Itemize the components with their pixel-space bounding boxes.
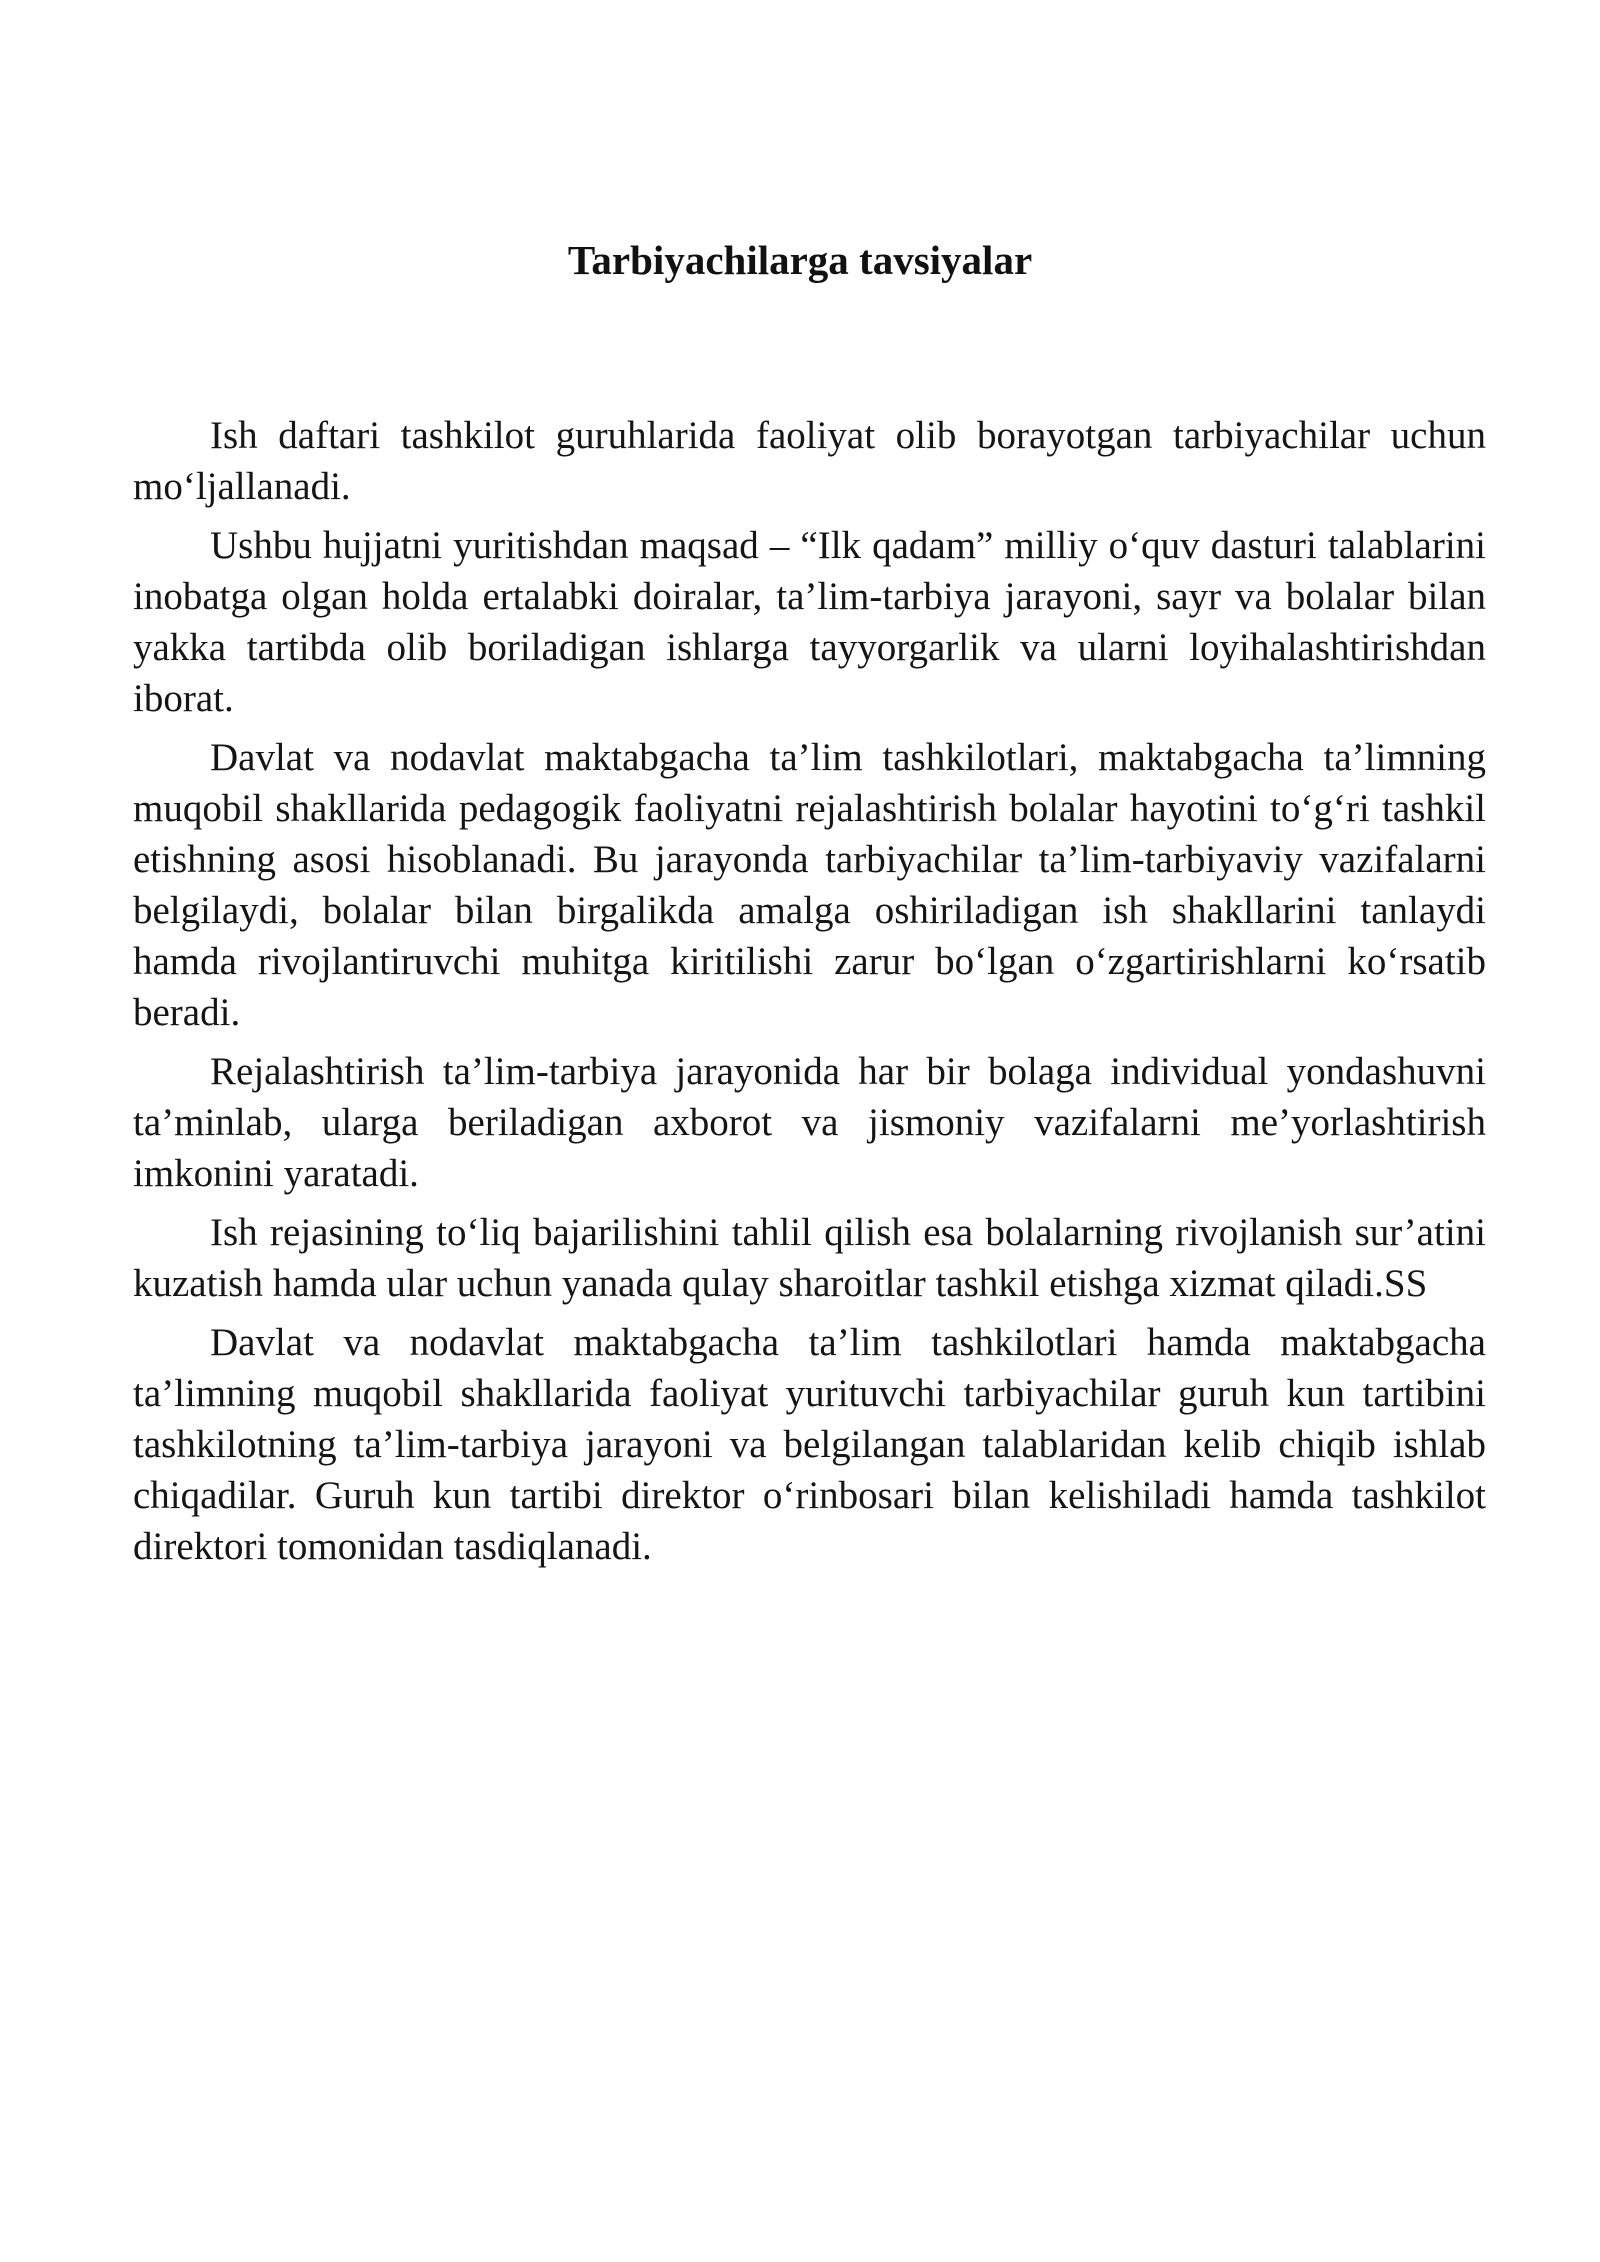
page-title: Tarbiyachilarga tavsiyalar xyxy=(567,237,1033,283)
paragraph-1: Ish daftari tashkilot guruhlarida faoliyat olib borayotgan tarbiyachilar uchun mo‘ljallanadi. xyxy=(133,414,1486,508)
paragraph-6: Davlat va nodavlat maktabgacha ta’lim tashkilotlari hamda maktabgacha ta’limning muqobil shakllarida faoliyat yurituvchi tarbiyachilar guruh kun tartibini tashkilotning ta’lim-tarbiya jarayoni va belgilangan talablaridan kelib chiqib ishlab chiqadilar. Guruh kun tartibi direktor o‘rinbosari bilan kelishiladi hamda tashkilot direktori tomonidan tasdiqlanadi. xyxy=(133,1321,1486,1568)
paragraph-2: Ushbu hujjatni yuritishdan maqsad – “Ilk qadam” milliy o‘quv dasturi talablarini inobatga olgan holda ertalabki doiralar, ta’lim-tarbiya jarayoni, sayr va bolalar bilan yakka tartibda olib boriladigan ishlarga tayyorgarlik va ularni loyihalashtirishdan iborat. xyxy=(133,524,1486,720)
paragraph-4: Rejalashtirish ta’lim-tarbiya jarayonida har bir bolaga individual yondashuvni ta’minlab, ularga beriladigan axborot va jismoniy vazifalarni me’yorlashtirish imkonini yaratadi. xyxy=(133,1050,1486,1195)
paragraph-3: Davlat va nodavlat maktabgacha ta’lim tashkilotlari, maktabgacha ta’limning muqobil shakllarida pedagogik faoliyatni rejalashtirish bolalar hayotini to‘g‘ri tashkil etishning asosi hisoblanadi. Bu jarayonda tarbiyachilar ta’lim-tarbiyaviy vazifalarni belgilaydi, bolalar bilan birgalikda amalga oshiriladigan ish shakllarini tanlaydi hamda rivojlantiruvchi muhitga kiritilishi zarur bo‘lgan o‘zgartirishlarni ko‘rsatib beradi. xyxy=(133,736,1486,1034)
document-body xyxy=(133,410,1486,1580)
paragraph-5: Ish rejasining to‘liq bajarilishini tahlil qilish esa bolalarning rivojlanish sur’atini kuzatish hamda ular uchun yanada qulay sharoitlar tashkil etishga xizmat qiladi.SS xyxy=(133,1211,1486,1305)
